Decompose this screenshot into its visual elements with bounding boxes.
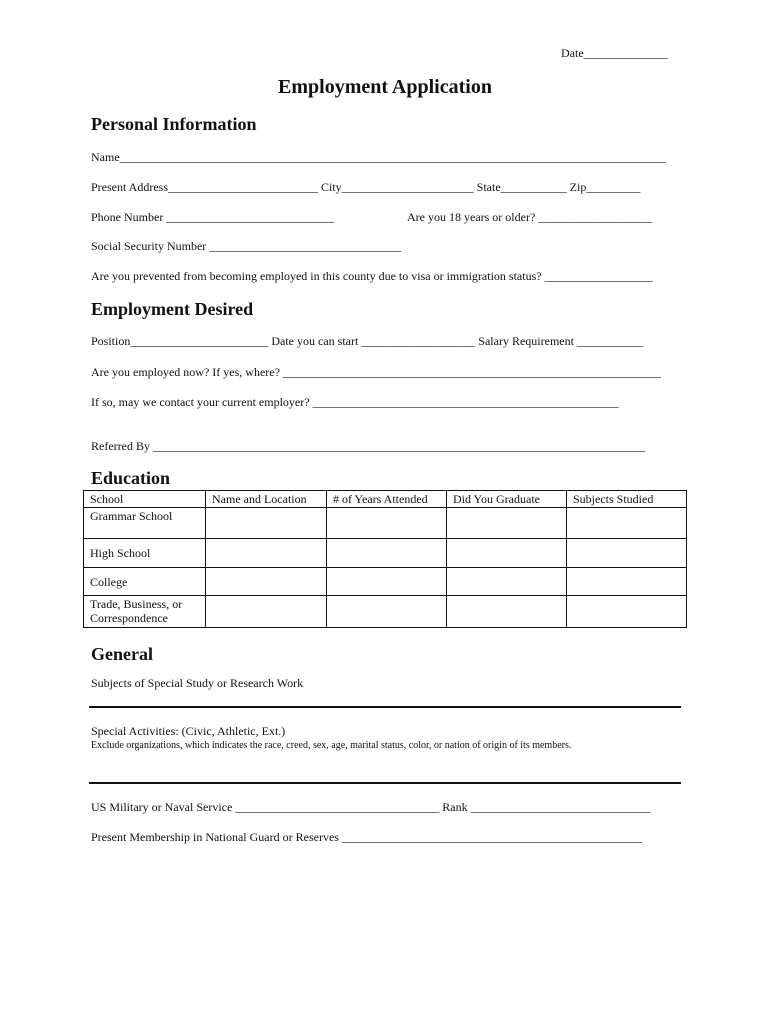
page-title: Employment Application: [278, 76, 492, 98]
table-cell[interactable]: [206, 568, 327, 596]
table-row: [84, 568, 687, 596]
table-row: [84, 539, 687, 568]
table-cell[interactable]: [327, 539, 447, 568]
table-cell[interactable]: [567, 568, 687, 596]
special-study-label: Subjects of Special Study or Research Work: [91, 676, 304, 690]
employment-desired-heading: Employment Desired: [91, 299, 254, 319]
table-cell[interactable]: [327, 508, 447, 539]
name-field[interactable]: Name___________________________________________________________________________________________: [91, 150, 666, 164]
row-label: Grammar School: [84, 508, 206, 539]
visa-status-field[interactable]: Are you prevented from becoming employed in this county due to visa or immigration status? __________________: [91, 269, 653, 283]
referred-by-field[interactable]: Referred By __________________________________________________________________________________: [91, 439, 645, 453]
personal-information-heading: Personal Information: [91, 114, 257, 134]
contact-employer-field[interactable]: If so, may we contact your current employer? ___________________________________________________: [91, 395, 619, 409]
column-header: # of Years Attended: [327, 491, 447, 508]
table-cell[interactable]: [567, 508, 687, 539]
table-cell[interactable]: [327, 568, 447, 596]
special-activities-line[interactable]: [89, 782, 681, 784]
position-field[interactable]: Position_______________________ Date you can start ___________________ Salary Requirement ___________: [91, 334, 643, 348]
table-cell[interactable]: [447, 568, 567, 596]
general-heading: General: [91, 644, 153, 664]
table-row: [84, 596, 687, 628]
column-header: School: [84, 491, 206, 508]
age-field[interactable]: Are you 18 years or older? ___________________: [407, 210, 653, 224]
table-cell[interactable]: [447, 508, 567, 539]
column-header: Subjects Studied: [567, 491, 687, 508]
currently-employed-field[interactable]: Are you employed now? If yes, where? _______________________________________________________________: [91, 365, 661, 379]
date-field[interactable]: Date______________: [561, 46, 668, 60]
row-label: High School: [84, 539, 206, 568]
table-row: [84, 508, 687, 539]
table-cell[interactable]: [206, 539, 327, 568]
table-cell[interactable]: [206, 508, 327, 539]
ssn-field[interactable]: Social Security Number ________________________________: [91, 239, 402, 253]
column-header: Did You Graduate: [447, 491, 567, 508]
exclude-note: Exclude organizations, which indicates the race, creed, sex, age, marital status, color, or nation of origin of its members.: [91, 740, 572, 751]
table-cell[interactable]: [447, 596, 567, 628]
table-cell[interactable]: [327, 596, 447, 628]
table-cell[interactable]: [206, 596, 327, 628]
table-cell[interactable]: [447, 539, 567, 568]
education-table: [83, 490, 687, 628]
table-cell[interactable]: [567, 596, 687, 628]
military-service-field[interactable]: US Military or Naval Service __________________________________ Rank ______________________________: [91, 800, 651, 814]
special-activities-label: Special Activities: (Civic, Athletic, Ext.): [91, 724, 286, 738]
education-heading: Education: [91, 468, 171, 488]
address-field[interactable]: Present Address_________________________ City______________________ State___________ Zip_________: [91, 180, 641, 194]
phone-field[interactable]: Phone Number ____________________________: [91, 210, 335, 224]
table-header-row: [84, 491, 687, 508]
national-guard-field[interactable]: Present Membership in National Guard or Reserves __________________________________________________: [91, 830, 642, 844]
special-study-line[interactable]: [89, 706, 681, 708]
column-header: Name and Location: [206, 491, 327, 508]
row-label: College: [84, 568, 206, 596]
row-label: Trade, Business, or Correspondence: [84, 596, 206, 628]
table-cell[interactable]: [567, 539, 687, 568]
